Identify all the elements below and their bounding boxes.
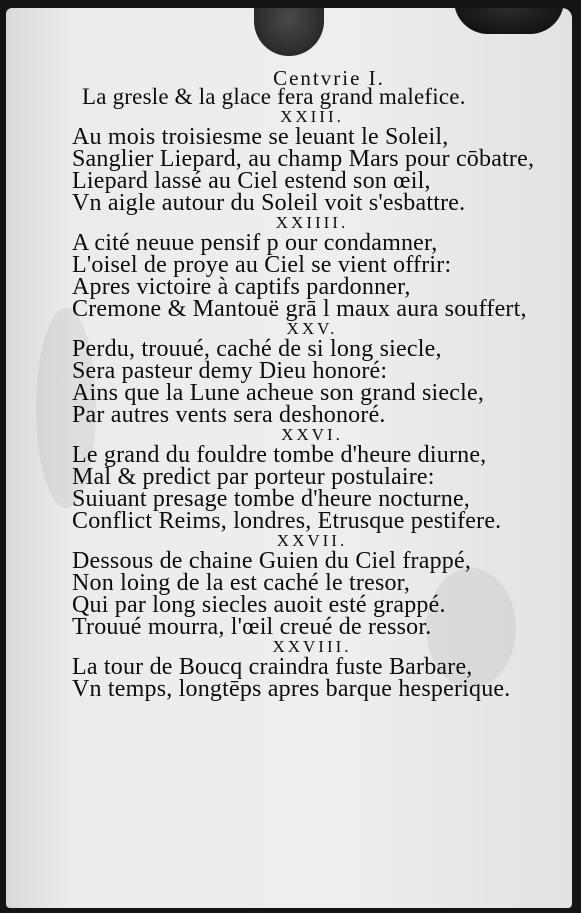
verse-line: Non loing de la est caché le tresor, [72,570,411,596]
verse-line: Vn aigle autour du Soleil voit s'esbattre. [72,190,466,216]
verse-line: Trouué mourra, l'œil creué de ressor. [72,614,432,640]
verse-column [72,86,552,700]
verse-line: Sanglier Liepard, au champ Mars pour cōbatre, [72,146,535,172]
quatrain-numeral: XXIIII. [275,213,349,232]
verse-line: Conflict Reims, londres, Etrusque pestifere. [72,508,502,534]
quatrain [72,320,552,426]
verse-line: Apres victoire à captifs pardonner, [72,274,411,300]
verse-line: A cité neuue pensif p our condamner, [72,230,438,256]
verse-line: Dessous de chaine Guien du Ciel frappé, [72,548,472,574]
quatrain-numeral: XXV. [286,319,338,338]
running-title: Centvrie I. [273,66,385,90]
quatrain-numeral: XXVI. [281,425,343,444]
verse-line: La tour de Boucq craindra fuste Barbare, [72,654,473,680]
verse-line: Ains que la Lune acheue son grand siecle, [72,380,485,406]
verse-line: Vn temps, longtēps apres barque hesperique. [72,676,511,702]
verse-line: Liepard lassé au Ciel estend son œil, [72,168,431,194]
verse-line: Le grand du fouldre tombe d'heure diurne, [72,442,487,468]
finger-shadow [454,8,564,34]
verse-line: Perdu, trouué, caché de si long siecle, [72,336,442,362]
verse-line: Par autres vents sera deshonoré. [72,402,386,428]
verse-line: Suiuant presage tombe d'heure nocturne, [72,486,470,512]
verse-line: Au mois troisiesme se leuant le Soleil, [72,124,449,150]
quatrain [72,638,552,700]
quatrain [72,426,552,532]
quatrain [72,108,552,214]
quatrain [72,532,552,638]
verse-line: L'oisel de proye au Ciel se vient offrir: [72,252,452,278]
quatrain-list [72,108,552,700]
quatrain [72,214,552,320]
carryover-line: La gresle & la glace fera grand malefice. [82,84,466,109]
thumb-shadow [254,8,324,56]
quatrain-numeral: XXIII. [280,107,344,126]
verse-line: Qui par long siecles auoit esté grappé. [72,592,446,618]
quatrain-numeral: XXVII. [276,531,348,550]
verse-line: Mal & predict par porteur postulaire: [72,464,435,490]
verse-line: Sera pasteur demy Dieu honoré: [72,358,388,384]
quatrain-numeral: XXVIII. [272,637,352,656]
book-page [6,8,572,908]
verse-line: Cremone & Mantouë grā l maux aura souffert, [72,296,527,322]
